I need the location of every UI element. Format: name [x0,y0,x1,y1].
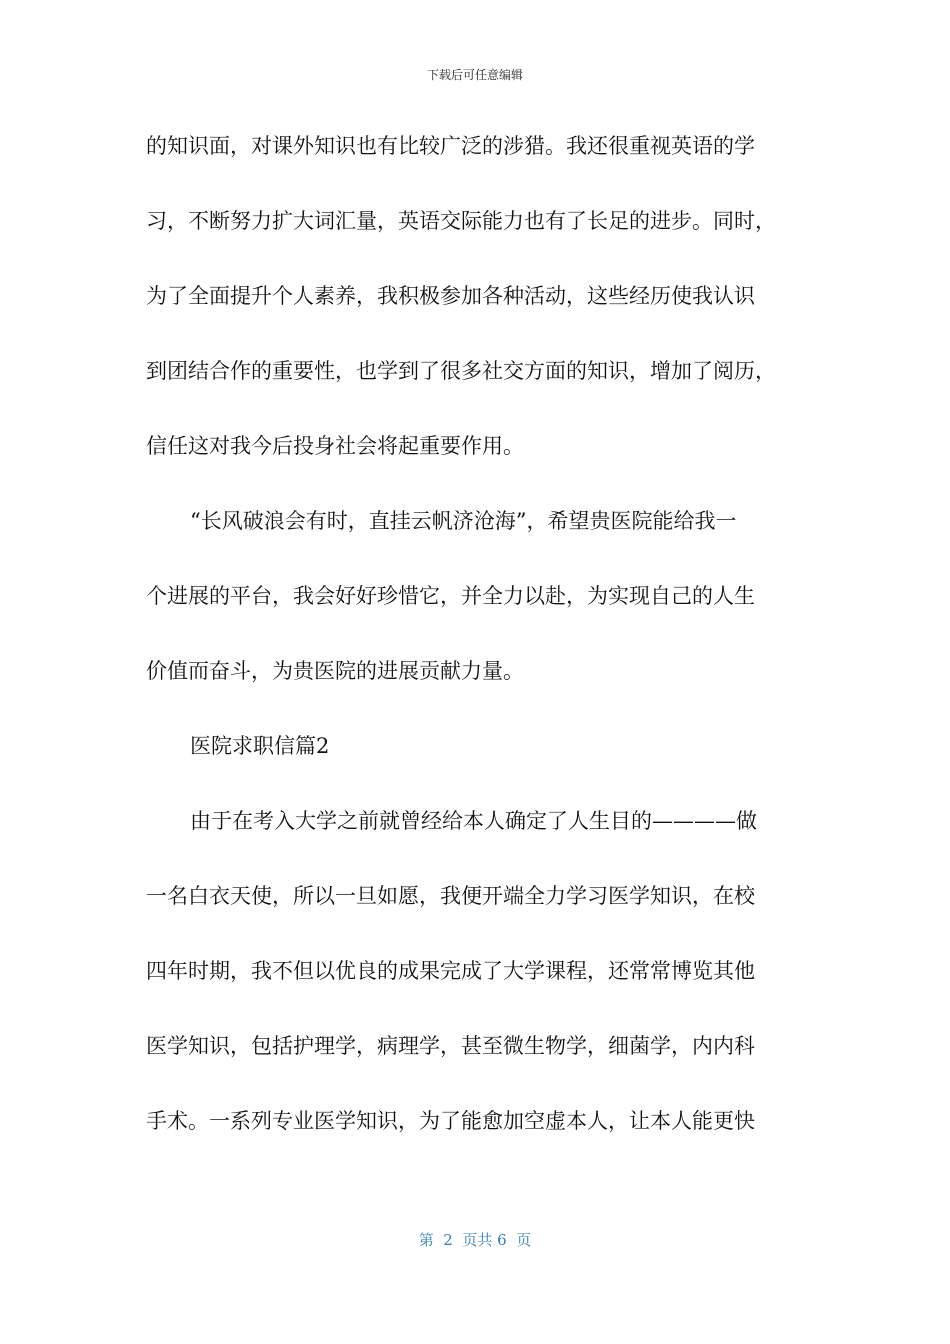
section-heading: 医院求职信篇2 [190,734,330,758]
page-header: 下载后可任意编辑 [426,68,523,82]
paragraph-line: 个进展的平台，我会好好珍惜它，并全力以赴，为实现自己的人生 [146,584,755,608]
paragraph-line: 手术。一系列专业医学知识，为了能愈加空虚本人，让本人能更快 [146,1109,755,1133]
paragraph-line: 到团结合作的重要性，也学到了很多社交方面的知识，增加了阅历， [146,359,776,383]
paragraph-line: 一名白衣天使，所以一旦如愿，我便开端全力学习医学知识，在校 [146,884,755,908]
paragraph-line: 信任这对我今后投身社会将起重要作用。 [146,434,524,458]
paragraph-line: “长风破浪会有时，直挂云帆济沧海”，希望贵医院能给我一 [190,509,737,533]
paragraph-line: 为了全面提升个人素养，我积极参加各种活动，这些经历使我认识 [146,284,755,308]
paragraph-line: 医学知识，包括护理学，病理学，甚至微生物学，细菌学，内内科 [146,1034,755,1058]
paragraph-line: 习，不断努力扩大词汇量，英语交际能力也有了长足的进步。同时， [146,209,776,233]
paragraph-line: 四年时期，我不但以优良的成果完成了大学课程，还常常博览其他 [146,959,755,983]
paragraph-line: 由于在考入大学之前就曾经给本人确定了人生目的————做 [190,809,757,833]
page-footer: 第 2 页共 6 页 [418,1231,532,1249]
paragraph-line: 价值而奋斗，为贵医院的进展贡献力量。 [146,659,524,683]
paragraph-line: 的知识面，对课外知识也有比较广泛的涉猎。我还很重视英语的学 [146,134,755,158]
